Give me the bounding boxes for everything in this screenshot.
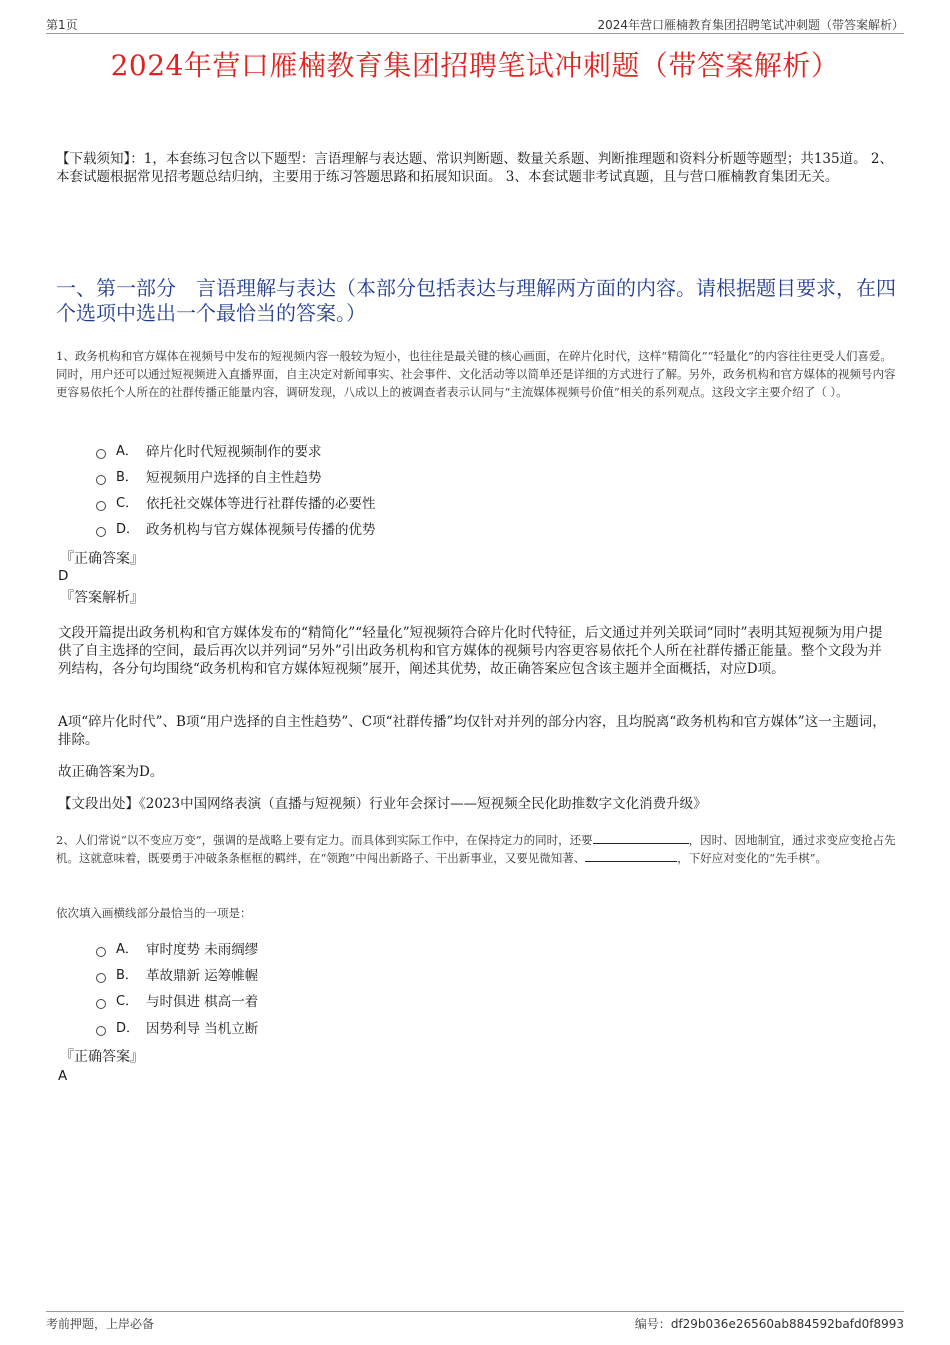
q1-analysis-paragraph-2: A项“碎片化时代”、B项“用户选择的自主性趋势”、C项“社群传播”均仅针对并列的部分内容，且均脱离“政务机构和官方媒体”这一主题词，排除。 — [58, 714, 886, 748]
q1-analysis-label: 『答案解析』 — [60, 590, 144, 606]
q2-answer-label: 『正确答案』 — [60, 1049, 144, 1065]
download-notice: 【下载须知】：1，本套练习包含以下题型：言语理解与表达题、常识判断题、数量关系题、判断推理题和资料分析题等题型；共135道。 2、本套试题根据常见招考题总结归纳，主要用于练习答题思路和拓展知识面。 3、本套试题非考试真题，且与营口雁楠教育集团无关。 — [56, 151, 893, 185]
q1-answer-label: 『正确答案』 — [60, 551, 144, 567]
q1-option-b[interactable]: B． 短视频用户选择的自主性趋势 — [96, 468, 322, 488]
q1-source: 【文段出处】《2023中国网络表演（直播与短视频）行业年会探讨——短视频全民化助推数字文化消费升级》 — [58, 796, 707, 812]
radio-icon[interactable] — [96, 973, 106, 983]
section-heading: 一、第一部分 言语理解与表达（本部分包括表达与理解两方面的内容。请根据题目要求，在四个选项中选出一个最恰当的答案。） — [56, 276, 896, 325]
q1-option-d[interactable]: D． 政务机构与官方媒体视频号传播的优势 — [96, 520, 376, 540]
q2-answer: A — [58, 1068, 68, 1084]
document-code: 编号：df29b036e26560ab884592bafd0f8993 — [634, 1317, 904, 1331]
q1-option-c[interactable]: C． 依托社交媒体等进行社群传播的必要性 — [96, 494, 376, 514]
radio-icon[interactable] — [96, 999, 106, 1009]
running-title: 2024年营口雁楠教育集团招聘笔试冲刺题（带答案解析） — [597, 18, 904, 32]
radio-icon[interactable] — [96, 449, 106, 459]
q2-option-a[interactable]: A． 审时度势 未雨绸缪 — [96, 940, 258, 960]
q1-analysis-conclusion: 故正确答案为D。 — [58, 764, 164, 780]
fill-blank-2 — [585, 849, 677, 862]
q1-option-a[interactable]: A． 碎片化时代短视频制作的要求 — [96, 442, 322, 462]
page-number: 第1页 — [46, 18, 78, 32]
question-2-prompt: 依次填入画横线部分最恰当的一项是： — [56, 906, 252, 920]
question-1-text: 1、政务机构和官方媒体在视频号中发布的短视频内容一般较为短小，也往往是最关键的核心画面，在碎片化时代，这样“精简化”“轻量化”的内容往往更受人们喜爱。同时，用户还可以通过短视频进入直播界面，自主决定对新闻事实、社会事件、文化活动等以简单还是详细的方式进行了解。另外，政务机构和官方媒体的视频号内容更容易依托个人所在的社群传播正能量内容，调研发现，八成以上的被调查者表示认同与“主流媒体视频号价值”相关的系列观点。这段文字主要介绍了（ ）。 — [56, 349, 896, 399]
q2-option-c[interactable]: C． 与时俱进 棋高一着 — [96, 992, 258, 1012]
question-2-text: 2、人们常说“以不变应万变”，强调的是战略上要有定力。而具体到实际工作中，在保持定力的同时，还要 ，因时、因地制宜，通过求变应变抢占先机。这就意味着，既要勇于冲破条条框框的羁绊，在“领跑”中闯出新路子、干出新事业，又要见微知著、 ，下好应对变化的“先手棋”。 — [56, 833, 896, 865]
fill-blank-1 — [593, 831, 689, 844]
radio-icon[interactable] — [96, 527, 106, 537]
radio-icon[interactable] — [96, 501, 106, 511]
q1-answer: D — [58, 568, 69, 584]
footer-slogan: 考前押题，上岸必备 — [46, 1317, 155, 1331]
q1-analysis-paragraph-1: 文段开篇提出政务机构和官方媒体发布的“精简化”“轻量化”短视频符合碎片化时代特征，后文通过并列关联词“同时”表明其短视频为用户提供了自主选择的空间，最后再次以并列词“另外”引出政务机构和官方媒体的视频号内容更容易依托个人所在社群传播正能量。整个文段为并列结构，各分句均围绕“政务机构和官方媒体短视频”展开，阐述其优势，故正确答案应包含该主题并全面概括，对应D项。 — [58, 625, 883, 677]
q2-option-d[interactable]: D． 因势利导 当机立断 — [96, 1019, 258, 1039]
document-title: 2024年营口雁楠教育集团招聘笔试冲刺题（带答案解析） — [110, 49, 840, 82]
radio-icon[interactable] — [96, 475, 106, 485]
radio-icon[interactable] — [96, 947, 106, 957]
q2-option-b[interactable]: B． 革故鼎新 运筹帷幄 — [96, 966, 258, 986]
radio-icon[interactable] — [96, 1026, 106, 1036]
footer-divider — [46, 1311, 904, 1312]
header-divider — [46, 33, 904, 34]
